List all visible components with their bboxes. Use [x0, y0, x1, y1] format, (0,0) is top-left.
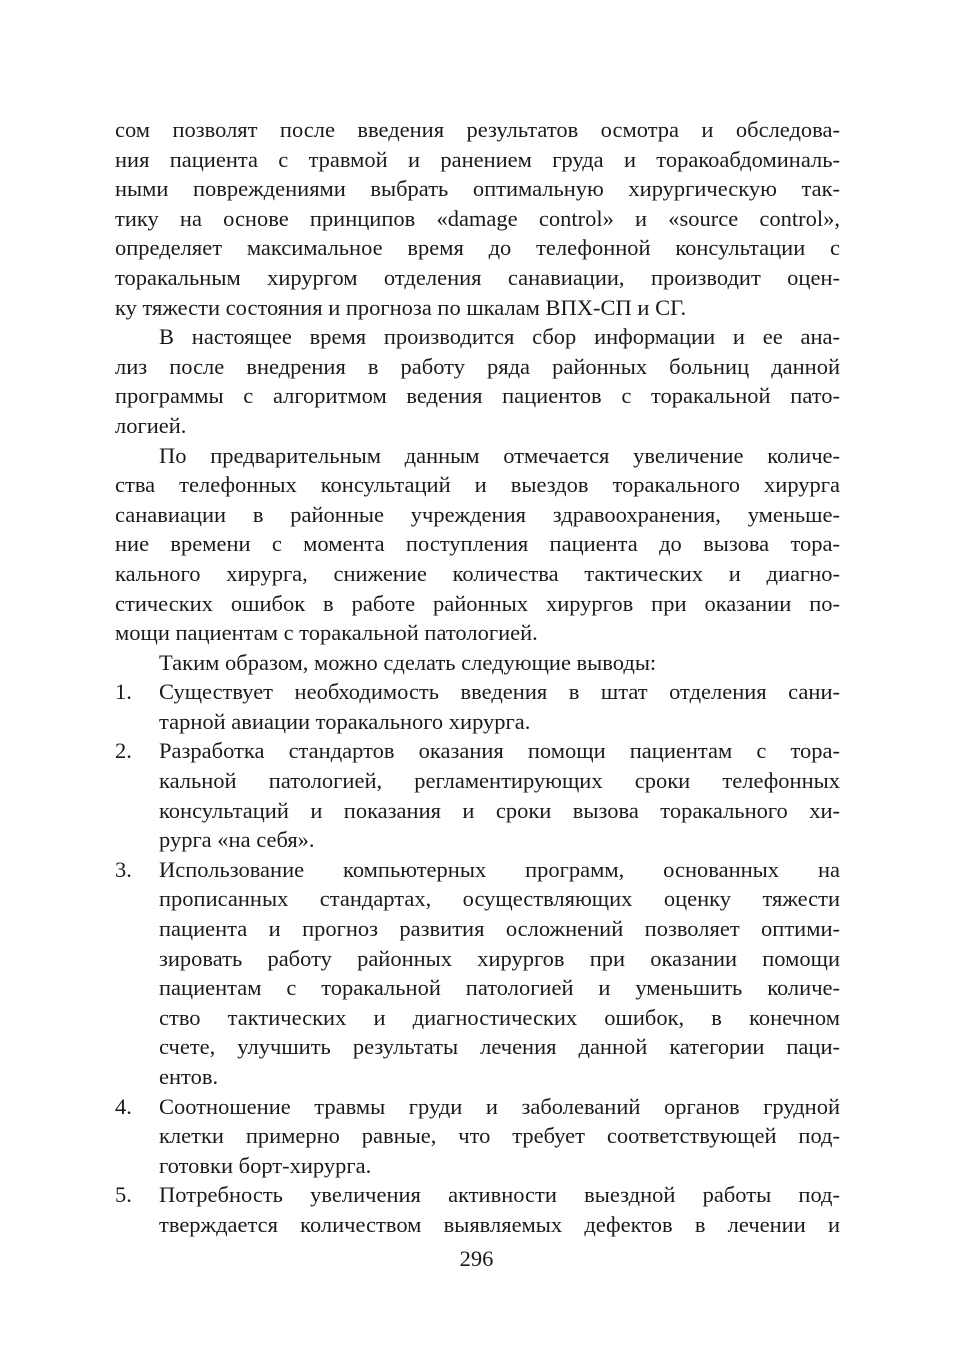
text-line: кальной патологией, регламентирующих сроки телефонных: [159, 768, 840, 794]
text-line: торакальным хирургом отделения санавиации, производит оцен-: [115, 264, 840, 290]
text-line: ния пациента с травмой и ранением груда и торакоабдоминаль-: [115, 146, 840, 172]
text-line: Существует необходимость введения в штат отделения сани-: [159, 679, 840, 705]
text-line: Использование компьютерных программ, основанных на: [159, 856, 840, 882]
paragraph-preliminary-data: [115, 441, 840, 648]
text-line: пациентам с торакальной патологией и уменьшить количе-: [159, 975, 840, 1001]
list-item: [115, 736, 840, 854]
text-line: ку тяжести состояния и прогноза по шкалам ВПХ-СП и СГ.: [115, 294, 687, 320]
text-line: Разработка стандартов оказания помощи пациентам с тора-: [159, 738, 840, 764]
text-line: мощи пациентам с торакальной патологией.: [115, 620, 538, 646]
text-line: зировать работу районных хирургов при оказании помощи: [159, 945, 840, 971]
text-line: тверждается количеством выявляемых дефектов в лечении и: [159, 1211, 840, 1237]
list-item: [115, 1180, 840, 1239]
text-line: пациента и прогноз развития осложнений позволяет оптими-: [159, 916, 840, 942]
list-item-number: 3.: [115, 856, 132, 882]
list-item-number: 4.: [115, 1093, 132, 1119]
text-line: прописанных стандартах, осуществляющих оценку тяжести: [159, 886, 840, 912]
text-line: Таким образом, можно сделать следующие выводы:: [159, 649, 657, 675]
text-line: рурга «на себя».: [159, 827, 315, 853]
text-line: лиз после внедрения в работу ряда районных больниц данной: [115, 353, 840, 379]
list-item-number: 1.: [115, 679, 132, 705]
list-item-body: [159, 1092, 840, 1181]
text-line: консультаций и показания и сроки вызова торакального хи-: [159, 797, 840, 823]
text-line: ными повреждениями выбрать оптимальную хирургическую так-: [115, 176, 840, 202]
list-item-body: [159, 736, 840, 854]
text-line: ние времени с момента поступления пациента до вызова тора-: [115, 531, 840, 557]
text-line: кального хирурга, снижение количества тактических и диагно-: [115, 560, 840, 586]
text-line: клетки примерно равные, что требует соответствующей под-: [159, 1123, 840, 1149]
text-line: Потребность увеличения активности выездной работы под-: [159, 1182, 840, 1208]
text-line: тику на основе принципов «damage control» и «source control»,: [115, 205, 840, 231]
text-line: ства телефонных консультаций и выездов торакального хирурга: [115, 472, 840, 498]
text-line: санавиации в районные учреждения здравоохранения, уменьше-: [115, 501, 840, 527]
text-line: В настоящее время производится сбор информации и ее ана-: [159, 324, 840, 350]
list-item-body: [159, 677, 840, 736]
paragraph-continuation: [115, 115, 840, 322]
text-line: По предварительным данным отмечается увеличение количе-: [159, 442, 840, 468]
text-line: счете, улучшить результаты лечения данной категории паци-: [159, 1034, 840, 1060]
paragraph-conclusions-intro: [115, 648, 840, 678]
list-item: [115, 855, 840, 1092]
list-item: [115, 1092, 840, 1181]
list-item-number: 5.: [115, 1182, 132, 1208]
text-line: готовки борт-хирурга.: [159, 1152, 372, 1178]
text-line: стических ошибок в работе районных хирургов при оказании по-: [115, 590, 840, 616]
text-line: логией.: [115, 412, 187, 438]
text-line: программы с алгоритмом ведения пациентов с торакальной пато-: [115, 383, 840, 409]
list-item-number: 2.: [115, 738, 132, 764]
text-line: тарной авиации торакального хирурга.: [159, 708, 531, 734]
text-line: ство тактических и диагностических ошибок, в конечном: [159, 1004, 840, 1030]
paragraph-data-collection: [115, 322, 840, 440]
list-item-body: [159, 855, 840, 1092]
text-line: ентов.: [159, 1064, 219, 1089]
body-text: [115, 115, 840, 1240]
list-item-body: [159, 1180, 840, 1239]
list-item: [115, 677, 840, 736]
page-number: 296: [459, 1246, 494, 1271]
conclusions-list: [115, 677, 840, 1239]
text-line: сом позволят после введения результатов осмотра и обследова-: [115, 117, 840, 142]
text-line: Соотношение травмы груди и заболеваний органов грудной: [159, 1093, 840, 1119]
text-line: определяет максимальное время до телефонной консультации с: [115, 235, 840, 261]
